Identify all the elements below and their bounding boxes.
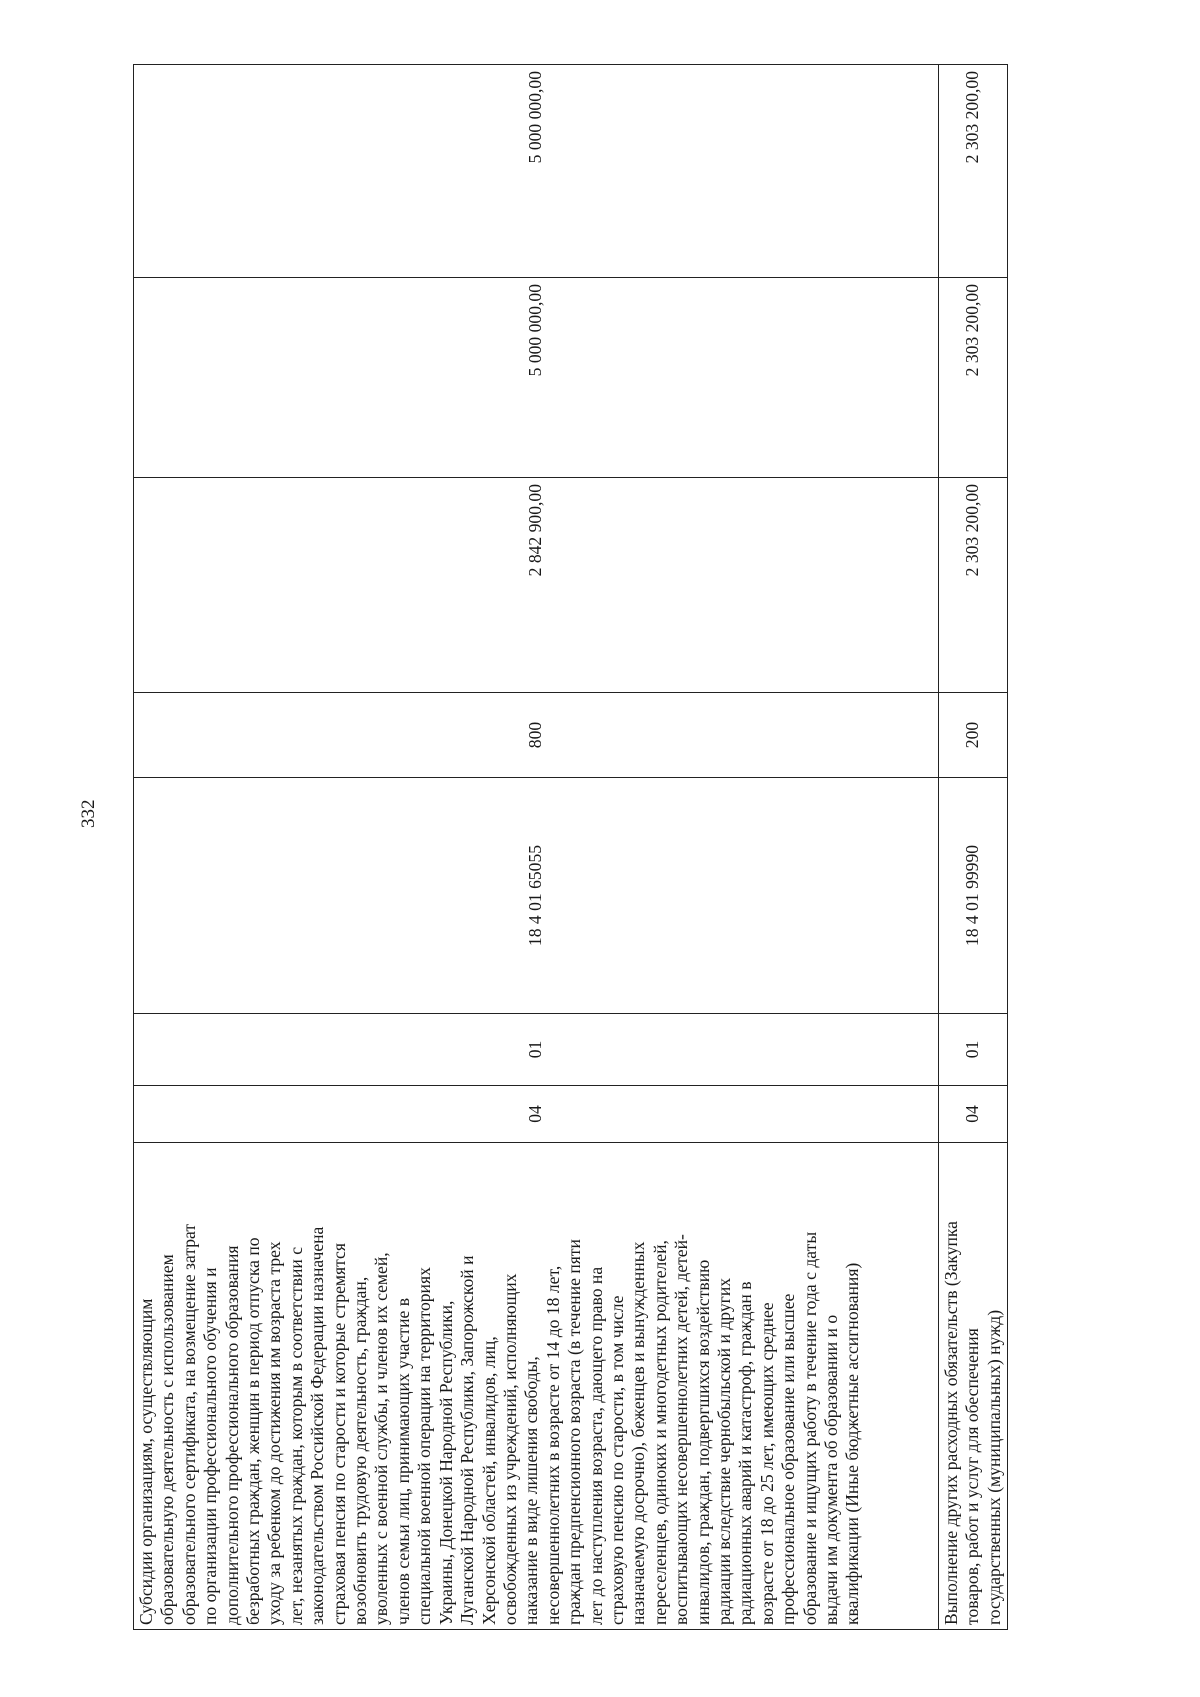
table-spacer-row — [1008, 65, 1077, 1630]
budget-table-rotated — [133, 65, 1073, 1630]
table-row — [939, 65, 1008, 1630]
table-row — [134, 65, 939, 1630]
budget-table — [133, 64, 1077, 1630]
section-code: 04 — [939, 1086, 1008, 1143]
page-number: 332 — [78, 799, 99, 828]
expense-type-code: 200 — [939, 693, 1008, 778]
amount-2: 5 000 000,00 — [134, 278, 939, 478]
subsection-code: 01 — [134, 1014, 939, 1086]
amount-1: 2 303 200,00 — [939, 478, 1008, 693]
amount-3: 2 303 200,00 — [939, 65, 1008, 278]
row-description: Выполнение других расходных обязательств (Закупка товаров, работ и услуг для обеспечения государственных (муниципальных) нужд) — [939, 1143, 1008, 1630]
amount-3: 5 000 000,00 — [134, 65, 939, 278]
expense-type-code: 800 — [134, 693, 939, 778]
amount-2: 2 303 200,00 — [939, 278, 1008, 478]
amount-1: 2 842 900,00 — [134, 478, 939, 693]
section-code: 04 — [134, 1086, 939, 1143]
target-article-code: 18 4 01 65055 — [134, 778, 939, 1014]
subsection-code: 01 — [939, 1014, 1008, 1086]
row-description: Субсидии организациям, осуществляющим образовательную деятельность с использованием образовательного сертификата, на возмещение затрат по организации профессионального обучения и дополнительного профессионального образования безработных граждан, женщин в период отпуска по уходу за ребенком до достижения им возраста трех лет, незанятых граждан, которым в соответствии с законодательством Российской Федерации назначена страховая пенсия по старости и которые стремятся возобновить трудовую деятельность, граждан, уволенных с военной службы, и членов их семей, членов семьи лиц, принимающих участие в специальной военной операции на территориях Украины, Донецкой Народной Республики, Луганской Народной Республики, Запорожской и Херсонской областей, инвалидов, лиц, освобожденных из учреждений, исполняющих наказание в виде лишения свободы, несовершеннолетних в возрасте от 14 до 18 лет, граждан предпенсионного возраста (в течение пяти лет до наступления возраста, дающего право на страховую пенсию по старости, в том числе назначаемую досрочно), беженцев и вынужденных переселенцев, одиноких и многодетных родителей, воспитывающих несовершеннолетних детей, детей- инвалидов, граждан, подвергшихся воздействию радиации вследствие чернобыльской и других радиационных аварий и катастроф, граждан в возрасте от 18 до 25 лет, имеющих среднее профессиональное образование или высшее образование и ищущих работу в течение года с даты выдачи им документа об образовании и о квалификации (Иные бюджетные ассигнования) — [134, 1143, 939, 1630]
target-article-code: 18 4 01 99990 — [939, 778, 1008, 1014]
